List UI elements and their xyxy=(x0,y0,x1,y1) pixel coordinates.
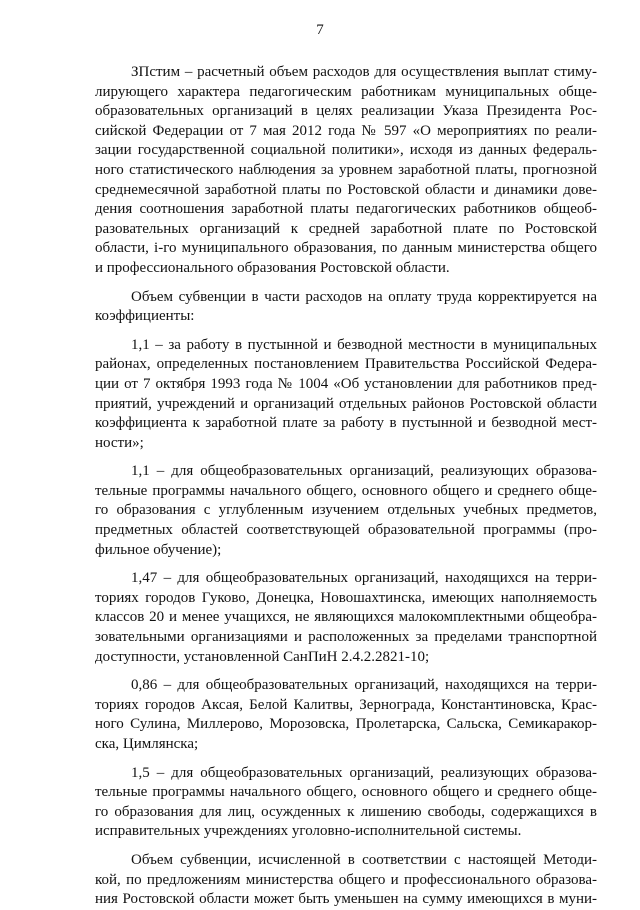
text-line: ного Сулина, Миллерово, Морозовска, Пролетарска, Сальска, Семикаракор- xyxy=(95,716,597,733)
text-line: ного статистического наблюдения за уровнем заработной платы, прогнозной xyxy=(95,161,597,178)
page-number: 7 xyxy=(316,22,324,38)
text-line: Объем субвенции, исчисленной в соответствии с настоящей Методи- xyxy=(131,851,597,868)
text-line: го образования для лиц, осужденных к лишению свободы, содержащихся в xyxy=(95,803,597,820)
paragraph-coefficients-intro xyxy=(95,288,597,327)
text-line: области, i-го муниципального образования, по данным министерства общего xyxy=(95,240,597,257)
text-line: сийской Федерации от 7 мая 2012 года № 597 «О мероприятиях по реали- xyxy=(95,122,597,139)
text-line: районах, определенных постановлением Правительства Российской Федера- xyxy=(95,356,597,373)
text-line: приятий, учреждений и организаций отдельных районов Ростовской области xyxy=(95,395,597,412)
text-line: Объем субвенции в части расходов на оплату труда корректируется на xyxy=(131,288,597,305)
text-line: ности»; xyxy=(95,434,144,451)
text-line: ториях городов Аксая, Белой Калитвы, Зернограда, Константиновска, Крас- xyxy=(95,696,597,713)
text-line: классов 20 и менее учащихся, не являющихся малокомплектными общеобра- xyxy=(95,609,597,626)
paragraph-coefficient-desert xyxy=(95,336,597,454)
text-line: зовательными организациями и расположенных за пределами транспортной xyxy=(95,629,597,646)
text-line: 1,5 – для общеобразовательных организаций, реализующих образова- xyxy=(131,764,597,781)
text-line: 1,47 – для общеобразовательных организаций, находящихся на терри- xyxy=(131,570,597,587)
text-line: коэффициента к заработной плате за работу в пустынной и безводной мест- xyxy=(95,415,597,432)
paragraph-coefficient-small-classes xyxy=(95,569,597,667)
text-line: зации государственной социальной политики», исходя из данных федераль- xyxy=(95,142,597,159)
paragraph-zpstim-definition xyxy=(95,63,597,279)
text-line: образовательных организаций в целях реализации Указа Президента Рос- xyxy=(95,103,597,120)
text-line: ции от 7 октября 1993 года № 1004 «Об установлении для работников пред- xyxy=(95,375,597,392)
text-line: ториях городов Гуково, Донецка, Новошахтинска, имеющих наполняемость xyxy=(95,589,597,606)
text-line: дения соотношения заработной платы педагогических работников общеоб- xyxy=(95,201,597,218)
text-line: 1,1 – для общеобразовательных организаций, реализующих образова- xyxy=(131,463,597,480)
text-line: ния Ростовской области может быть уменьшен на сумму имеющихся в муни- xyxy=(95,891,597,908)
text-line: ска, Цимлянска; xyxy=(95,736,199,752)
text-line: исправительных учреждениях уголовно-исполнительной системы. xyxy=(95,823,522,840)
text-line: лирующего характера педагогическим работникам муниципальных обще- xyxy=(95,83,597,100)
text-line: кой, по предложениям министерства общего и профессионального образова- xyxy=(95,871,597,888)
text-line: доступности, установленной СанПиН 2.4.2.2821-10; xyxy=(95,648,430,665)
paragraph-subvention-reduction xyxy=(95,851,597,910)
paragraph-coefficient-correctional xyxy=(95,764,597,842)
paragraph-coefficient-advanced-study xyxy=(95,462,597,560)
text-line: среднемесячной заработной платы по Ростовской области и динамики дове- xyxy=(95,181,597,198)
paragraph-coefficient-cities xyxy=(95,676,597,754)
text-line: тельные программы начального общего, основного общего и среднего обще- xyxy=(95,482,597,499)
text-line: тельные программы начального общего, основного общего и среднего обще- xyxy=(95,784,597,801)
text-line: го образования с углубленным изучением отдельных учебных предметов, xyxy=(95,502,597,519)
text-line: и профессионального образования Ростовской области. xyxy=(95,259,450,276)
text-line: предметных областей соответствующей образовательной программы (про- xyxy=(95,522,597,539)
text-line: ЗПстим – расчетный объем расходов для осуществления выплат стиму- xyxy=(131,64,597,80)
text-line: фильное обучение); xyxy=(95,541,222,558)
text-line: 1,1 – за работу в пустынной и безводной местности в муниципальных xyxy=(131,336,597,353)
text-line: 0,86 – для общеобразовательных организаций, находящихся на терри- xyxy=(131,677,597,694)
text-line: разовательных организаций к средней заработной плате по Ростовской xyxy=(95,220,597,237)
document-body xyxy=(95,63,597,910)
text-line: коэффициенты: xyxy=(95,308,195,325)
